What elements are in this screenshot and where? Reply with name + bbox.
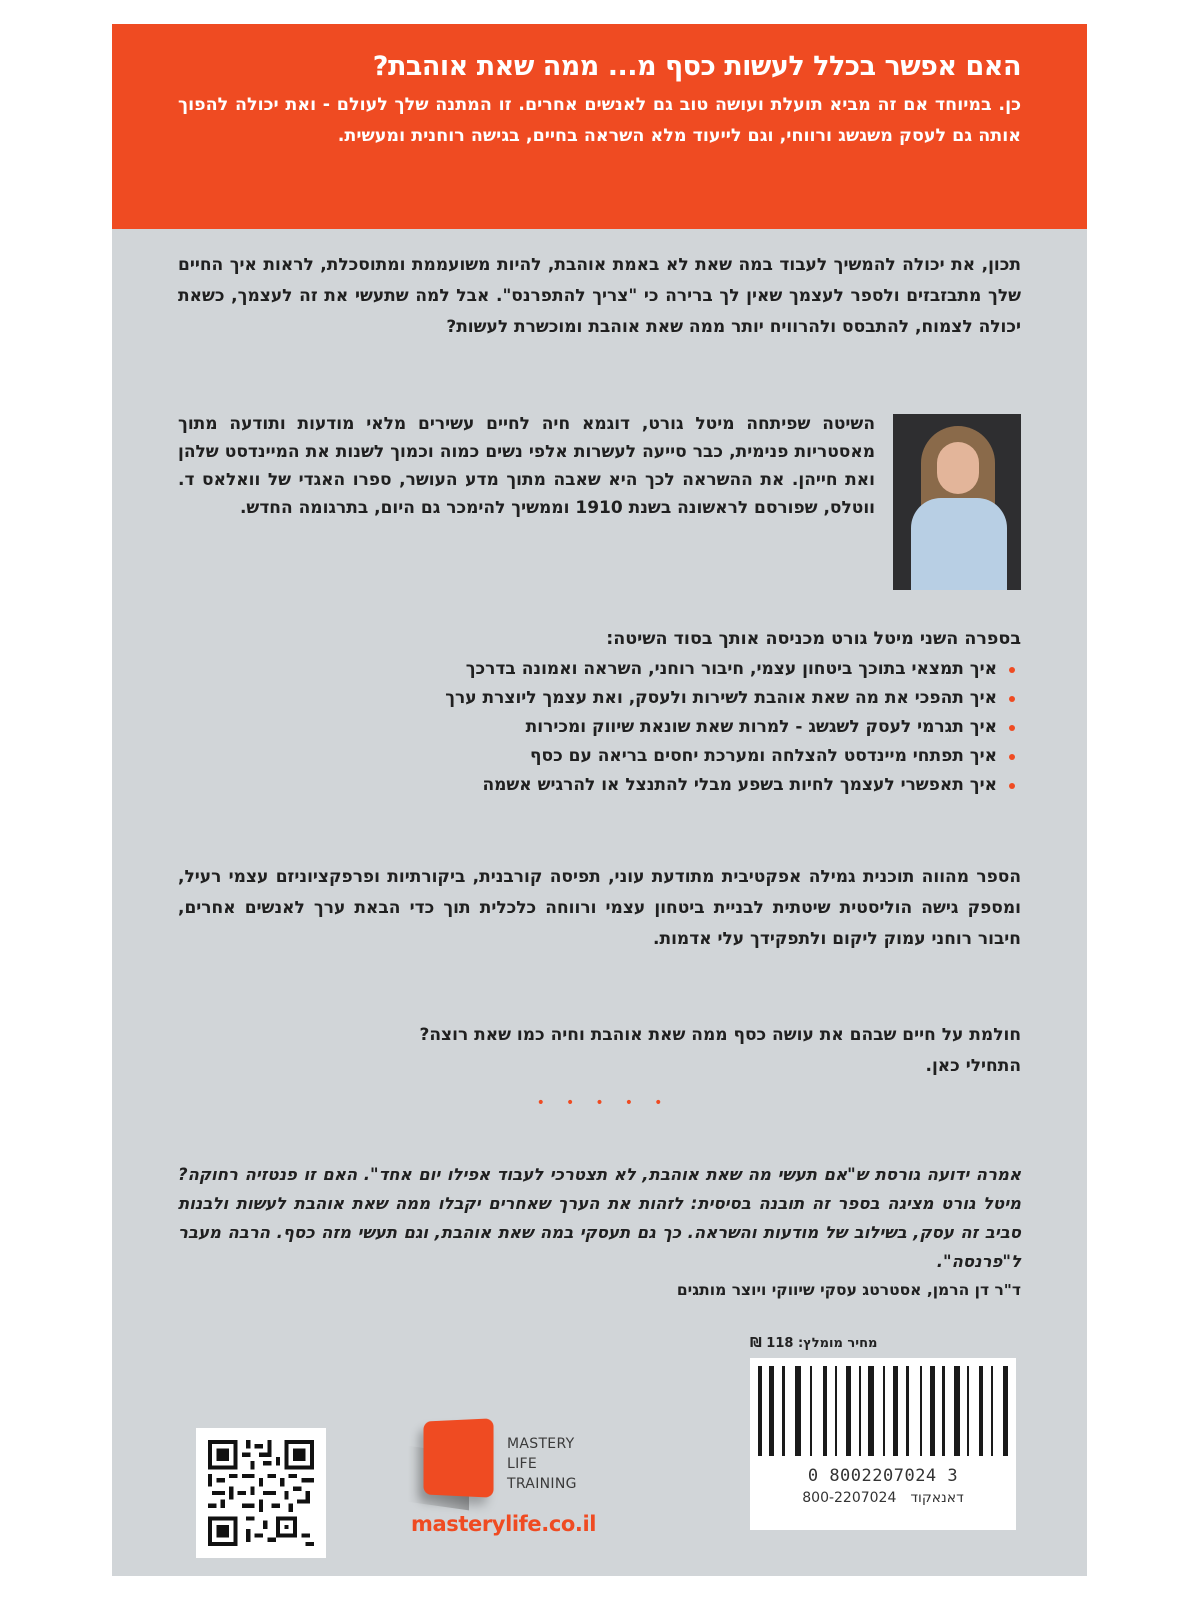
publisher-logo [399, 1420, 619, 1550]
star-icon: • [566, 1095, 575, 1111]
cta-line-2: התחילי כאן. [925, 1056, 1021, 1076]
list-item: איך תהפכי את מה שאת אוהבת לשירות ולעסק, ואת עצמך ליוצרת ערך [178, 684, 1021, 713]
benefits-list [178, 655, 1021, 800]
star-icon: • [595, 1095, 604, 1111]
list-item: איך תמצאי בתוכך ביטחון עצמי, חיבור רוחני, השראה ואמונה בדרכך [178, 655, 1021, 684]
author-section [178, 410, 1021, 590]
star-divider [112, 1092, 1087, 1111]
qr-code-icon [208, 1440, 314, 1546]
barcode-number: 0 8002207024 3 [807, 1466, 959, 1486]
logo-line-3: TRAINING [507, 1476, 577, 1492]
author-bio: השיטה שפיתחה מיטל גורט, דוגמא חיה לחיים עשירים מלאי מודעות ותודעה מתוך מאסטריות פנימית, כבר סייעה לעשרות אלפי נשים כמוה וכמוך לשנות את המיינדסט שלהן ואת חייהן. את ההשראה לכך היא שאבה מתוך מדע העושר, ספרו האגדי של וואלאס ד. ווטלס, שפורסם לראשונה בשנת 1910 וממשיך להימכר גם היום, בתרגומה החדש. [178, 414, 875, 518]
photo-shirt [911, 498, 1007, 590]
list-item: איך תפתחי מיינדסט להצלחה ומערכת יחסים בריאה עם כסף [178, 742, 1021, 771]
intro-paragraph [178, 250, 1021, 343]
barcode-code-label: דאנאקוד [910, 1490, 964, 1506]
book-back-cover [112, 24, 1087, 1576]
star-icon: • [654, 1095, 663, 1111]
list-item: איך תאפשרי לעצמך לחיות בשפע מבלי להתנצל או להרגיש אשמה [178, 771, 1021, 800]
list-item: איך תגרמי לעסק לשגשג - למרות שאת שונאת שיווק ומכירות [178, 713, 1021, 742]
barcode-code-row [758, 1490, 1008, 1506]
logo-line-2: LIFE [507, 1456, 538, 1472]
cta-line-1: חולמת על חיים שבהם את עושה כסף ממה שאת אוהבת וחיה כמו שאת רוצה? [419, 1025, 1021, 1045]
quote-signature: ד"ר דן הרמן, אסטרטג עסקי שיווקי ויוצר מותגים [676, 1281, 1021, 1299]
summary-paragraph [178, 862, 1021, 955]
intro-text: תכון, את יכולה להמשיך לעבוד במה שאת לא באמת אוהבת, להיות משועממת ומתוסכלת, לראות איך החיים שלך מתבזבזים ולספר לעצמך שאין לך ברירה כי "צריך להתפרנס". אבל למה שתעשי את זה לעצמך, כשאת יכולה לצמוח, להתבסס ולהרוויח יותר ממה שאת אוהבת ומוכשרת לעשות? [178, 255, 1021, 337]
logo-line-1: MASTERY [507, 1436, 575, 1452]
barcode-code: 800-2207024 [802, 1490, 897, 1506]
headline-banner [112, 24, 1087, 229]
summary-text: הספר מהווה תוכנית גמילה אפקטיבית מתודעת עוני, תפיסה קורבנית, ביקורתיות ופרפקציוניזם עצמי רעיל, ומספק גישה הוליסטית שיטתית לבניית ביטחון עצמי ורווחה כלכלית תוך כדי הבאת ערך לאנשים אחרים, חיבור רוחני עמוק ליקום ולתפקידך עלי אדמות. [178, 867, 1021, 949]
qr-code[interactable] [196, 1428, 326, 1558]
photo-face [937, 442, 979, 494]
quote-text: אמרה ידועה גורסת ש"אם תעשי מה שאת אוהבת, לא תצטרכי לעבוד אפילו יום אחד". האם זו פנטזיה רחוקה? מיטל גורט מציגה בספר זה תובנה בסיסית: לזהות את הערך שאחרים יקבלו ממה שאת אוהבת לעשות ולבנות סביב זה עסק, בשילוב של מודעות והשראה. כך גם תעסקי במה שאת אוהבת, וגם תעשי מזה כסף. הרבה מעבר ל"פרנסה". [178, 1165, 1021, 1271]
barcode-bars [758, 1366, 1008, 1456]
star-icon: • [624, 1095, 633, 1111]
call-to-action [178, 1020, 1021, 1082]
star-icon: • [536, 1095, 545, 1111]
author-photo [893, 414, 1021, 590]
logo-wordmark [507, 1434, 577, 1494]
publisher-url[interactable]: masterylife.co.il [411, 1512, 597, 1536]
endorsement-quote [178, 1160, 1021, 1305]
barcode [750, 1358, 1016, 1530]
logo-mark-icon [424, 1418, 494, 1497]
method-section [178, 624, 1021, 800]
banner-body: כן. במיוחד אם זה מביא תועלת ועושה טוב גם לאנשים אחרים. זו המתנה שלך לעולם - ואת יכולה להפוך אותה גם לעסק משגשג ורווחי, וגם לייעוד מלא השראה בחיים, בגישה רוחנית ומעשית. [178, 95, 1021, 146]
headline: האם אפשר בכלל לעשות כסף מ... ממה שאת אוהבת? [372, 51, 1021, 82]
price-label: מחיר מומלץ: 118 ₪ [750, 1336, 878, 1351]
method-heading: בספרה השני מיטל גורט מכניסה אותך בסוד השיטה: [606, 629, 1021, 649]
